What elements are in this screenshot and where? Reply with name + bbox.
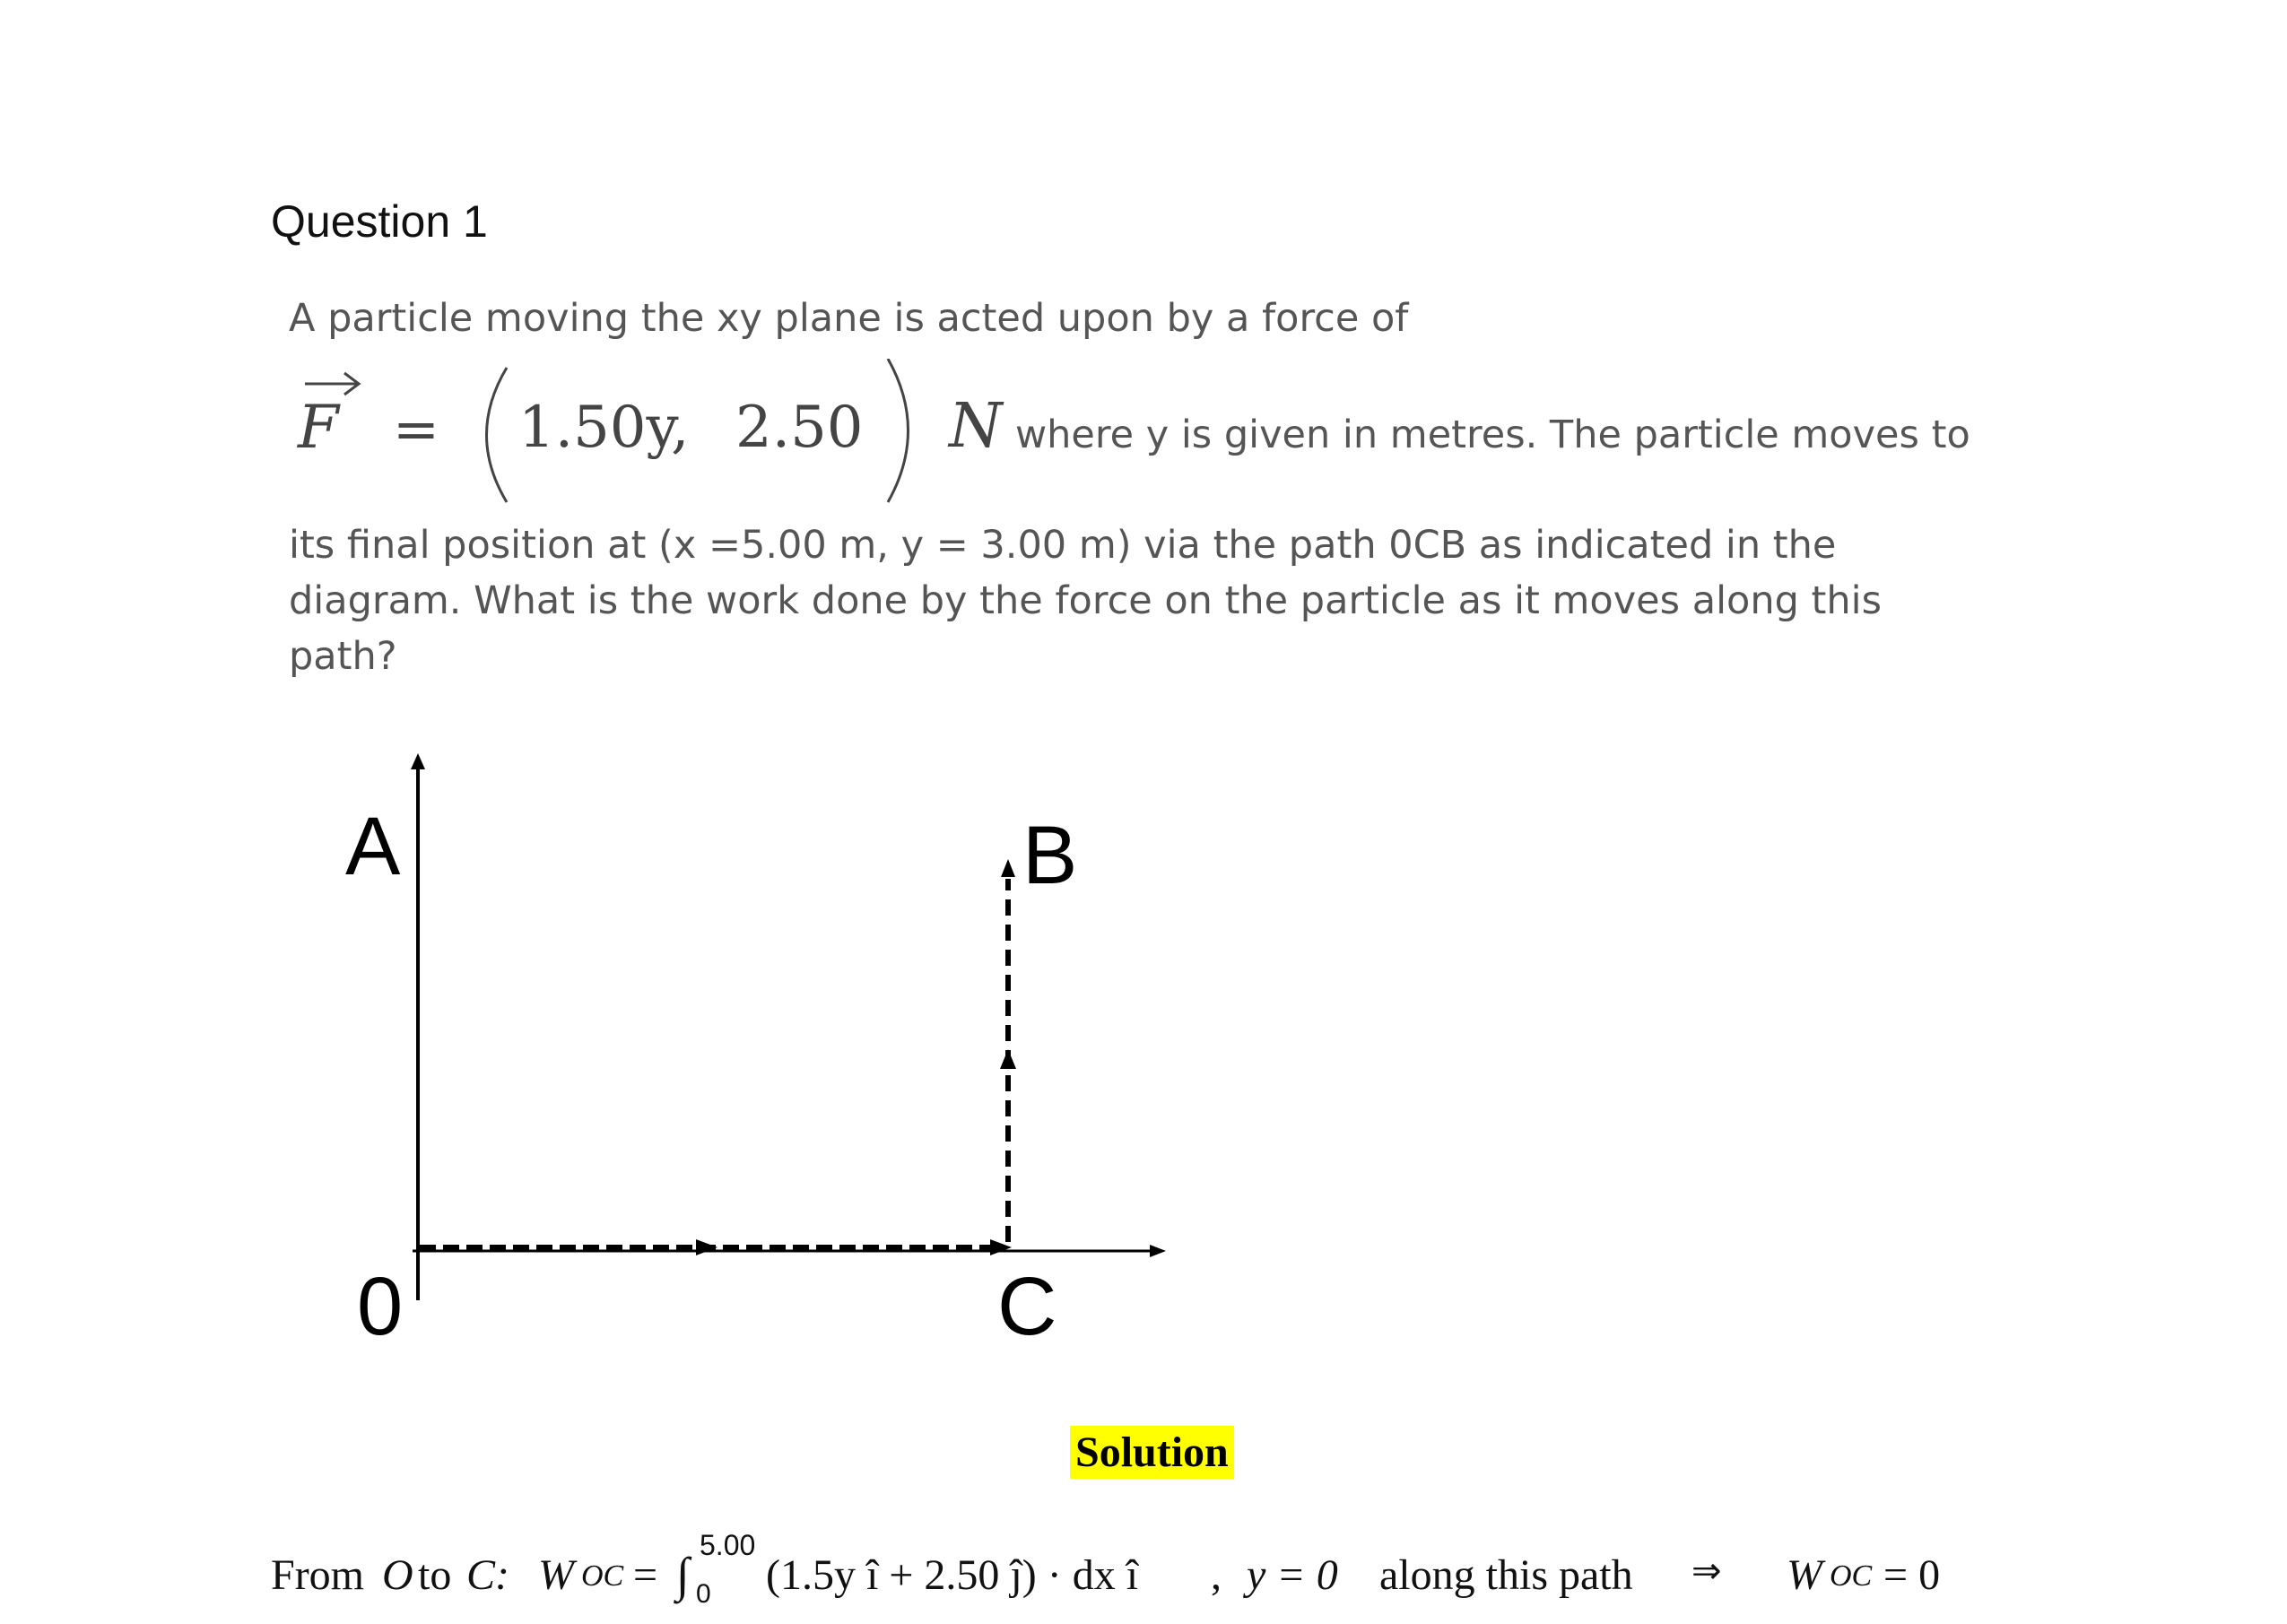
question-line-5: path? bbox=[289, 634, 397, 679]
work-to-point: C: bbox=[466, 1551, 509, 1599]
force-symbol: F bbox=[298, 393, 339, 462]
question-line-2-tail: where y is given in metres. The particle moves to bbox=[1015, 413, 1970, 457]
path-cb-end-arrow bbox=[1001, 859, 1015, 877]
work-from-point: O bbox=[382, 1551, 413, 1599]
force-equals: = bbox=[393, 396, 439, 462]
path-cb-mid-arrow bbox=[1000, 1049, 1016, 1069]
question-line-3: its final position at (x =5.00 m, y = 3.00 m) via the path 0CB as indicated in the bbox=[289, 523, 1837, 568]
label-o: 0 bbox=[357, 1261, 404, 1352]
force-term-2: 2.50 bbox=[735, 395, 864, 461]
path-diagram bbox=[323, 744, 1220, 1372]
right-paren-svg bbox=[870, 359, 924, 511]
label-a: A bbox=[345, 801, 401, 892]
integral-sign: ∫ bbox=[676, 1548, 690, 1602]
result-w-subscript: OC bbox=[1830, 1559, 1873, 1593]
work-comma: , bbox=[1211, 1551, 1222, 1599]
work-to-word: to bbox=[418, 1551, 452, 1599]
work-w-symbol: W bbox=[538, 1551, 574, 1599]
work-along: along this path bbox=[1379, 1551, 1633, 1599]
question-line-1: A particle moving the xy plane is acted upon by a force of bbox=[289, 296, 1409, 341]
work-result: = 0 bbox=[1883, 1551, 1941, 1599]
path-oc-mid-arrow bbox=[696, 1239, 717, 1255]
y-axis-arrowhead bbox=[411, 753, 425, 769]
label-b: B bbox=[1022, 810, 1078, 901]
work-condition: y = 0 bbox=[1247, 1551, 1338, 1599]
integral-lower-limit: 0 bbox=[696, 1579, 711, 1609]
question-heading: Question 1 bbox=[271, 196, 488, 247]
work-oc-line bbox=[271, 1529, 2154, 1619]
work-w-subscript: OC bbox=[581, 1559, 624, 1593]
force-formula bbox=[287, 359, 2081, 511]
force-unit: N bbox=[949, 391, 1003, 462]
work-prefix: From bbox=[271, 1551, 365, 1599]
label-c: C bbox=[997, 1261, 1057, 1352]
question-line-4: diagram. What is the work done by the force on the particle as it moves along this bbox=[289, 578, 1882, 623]
integral-upper-limit: 5.00 bbox=[700, 1529, 756, 1561]
solution-label: Solution bbox=[1070, 1426, 1234, 1479]
work-equals: = bbox=[633, 1551, 658, 1599]
force-term-1: 1.50y, bbox=[518, 395, 690, 461]
result-w-symbol: W bbox=[1787, 1551, 1822, 1599]
integrand: (1.5y î + 2.50 ĵ) · dx î bbox=[766, 1551, 1139, 1599]
x-axis-arrowhead bbox=[1150, 1245, 1166, 1257]
implies-icon: ⇒ bbox=[1691, 1550, 1722, 1592]
